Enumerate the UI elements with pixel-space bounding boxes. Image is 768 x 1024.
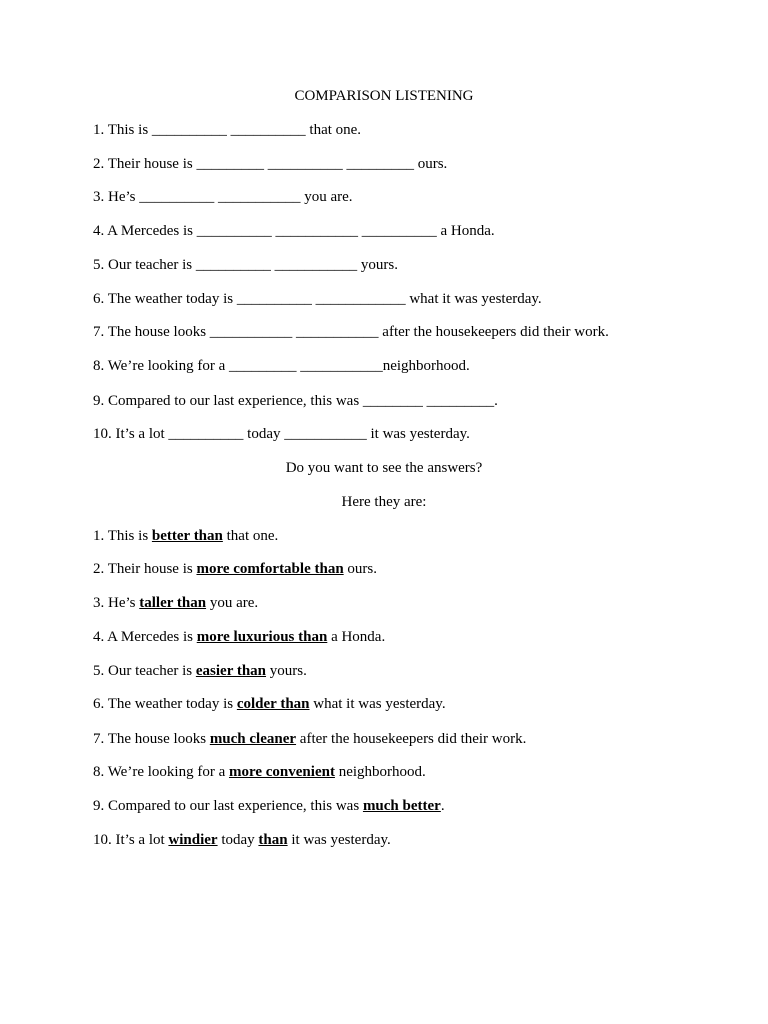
question-line: 4. A Mercedes is __________ ___________ __________ a Honda. [93,223,495,239]
answer-text: 9. Compared to our last experience, this was [93,798,363,814]
answer-line [93,796,445,816]
question-line: 5. Our teacher is __________ ___________ yours. [93,257,398,273]
answer-text: . [440,798,445,814]
answer-highlight: better than [151,528,223,544]
page-title: COMPARISON LISTENING [294,88,474,104]
answer-line [93,661,307,681]
answer-text: 5. Our teacher is [93,663,196,679]
answer-text: ours. [343,561,377,577]
answer-line [93,762,426,782]
answer-highlight: than [258,832,288,848]
answer-text: after the housekeepers did their work. [296,731,527,747]
answer-highlight: taller than [139,595,207,611]
answer-line [93,729,526,749]
answer-line [93,627,385,647]
answer-text: 7. The house looks [93,731,210,747]
answers-prompt: Do you want to see the answers? [285,460,483,476]
answer-text: today [217,832,259,848]
answer-line [93,559,377,579]
question-line: 2. Their house is _________ __________ _________ ours. [93,156,448,172]
question-line: 6. The weather today is __________ ____________ what it was yesterday. [93,291,542,307]
question-line: 7. The house looks ___________ ___________ after the housekeepers did their work. [93,324,609,340]
answer-text: 2. Their house is [93,561,197,577]
answer-highlight: much better [362,798,441,814]
answer-highlight: more luxurious than [196,629,328,645]
answer-line [93,593,258,613]
answer-highlight: easier than [195,663,267,679]
answer-text: yours. [266,663,307,679]
answer-text: 10. It’s a lot [93,832,169,848]
answer-highlight: colder than [236,696,310,712]
answer-highlight: more convenient [228,764,335,780]
question-line: 9. Compared to our last experience, this was ________ _________. [93,393,498,409]
question-line: 8. We’re looking for a _________ ___________neighborhood. [93,358,470,374]
answer-text: neighborhood. [334,764,426,780]
answer-highlight: more comfortable than [196,561,344,577]
answer-text: 3. He’s [93,595,140,611]
answer-text: that one. [222,528,279,544]
answer-text: 4. A Mercedes is [93,629,197,645]
answers-intro: Here they are: [341,494,427,510]
answer-line [93,830,391,850]
question-line: 1. This is __________ __________ that one. [93,122,362,138]
answer-line [93,694,446,714]
question-line: 10. It’s a lot __________ today ___________ it was yesterday. [93,426,470,442]
answer-line [93,526,278,546]
answer-text: a Honda. [327,629,386,645]
answer-text: it was yesterday. [287,832,391,848]
answer-highlight: windier [168,832,218,848]
answer-text: 6. The weather today is [93,696,237,712]
answer-text: 8. We’re looking for a [93,764,229,780]
answer-text: what it was yesterday. [309,696,446,712]
answer-text: you are. [206,595,259,611]
answer-highlight: much cleaner [209,731,297,747]
question-line: 3. He’s __________ ___________ you are. [93,189,353,205]
answer-text: 1. This is [93,528,152,544]
